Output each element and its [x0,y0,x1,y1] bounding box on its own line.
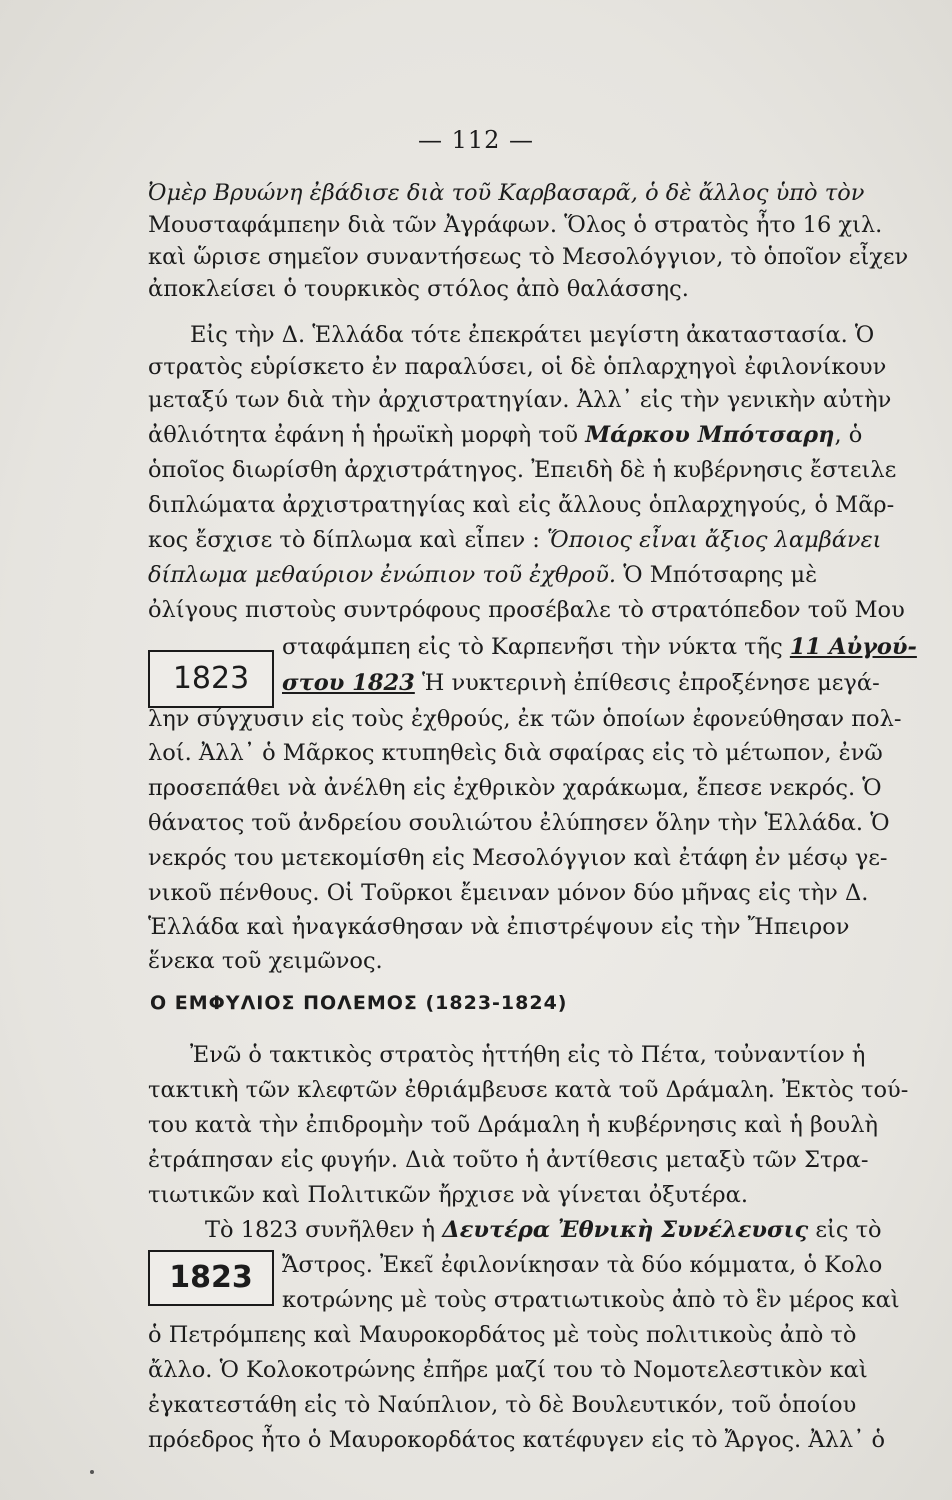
text-line: Εἰς τὴν Δ. Ἑλλάδα τότε ἐπεκράτει μεγίστη ἀκαταστασία. Ὁ [190,322,875,348]
text-span: κος ἔσχισε τὸ δίπλωμα καὶ εἶπεν : [148,527,540,553]
text-line: ἄλλο. Ὁ Κολοκοτρώνης ἐπῆρε μαζί του τὸ Νομοτελεστικὸν καὶ [148,1357,868,1383]
text-line: μεταξύ των διὰ τὴν ἀρχιστρατηγίαν. Ἀλλ᾽ εἰς τὴν γενικὴν αὐτὴν [148,387,892,413]
text-span: εἰς τὸ [815,1217,882,1243]
text-line: θάνατος τοῦ ἀνδρείου σουλιώτου ἐλύπησεν ὅλην τὴν Ἑλλάδα. Ὁ [148,810,890,836]
text-line: ὁποῖος διωρίσθη ἀρχιστράτηγος. Ἐπειδὴ δὲ ἡ κυβέρνησις ἔστειλε [148,457,897,483]
text-line [282,668,880,698]
text-span: Ἡ νυκτερινὴ ἐπίθεσις ἐπροξένησε μεγά- [421,670,880,696]
text-line: ἐγκατεστάθη εἰς τὸ Ναύπλιον, τὸ δὲ Βουλευτικόν, τοῦ ὁποίου [148,1392,857,1418]
text-line: νεκρός του μετεκομίσθη εἰς Μεσολόγγιον καὶ ἐτάφη ἐν μέσῳ γε- [148,845,888,871]
text-line: ἀποκλείσει ὁ τουρκικὸς στόλος ἀπὸ θαλάσσης. [148,276,689,302]
text-line [282,632,917,662]
text-line: στρατὸς εὑρίσκετο ἐν παραλύσει, οἱ δὲ ὁπλαρχηγοὶ ἐφιλονίκουν [148,354,887,380]
text-line: τακτικὴ τῶν κλεφτῶν ἐθριάμβευσε κατὰ τοῦ Δράμαλη. Ἐκτὸς τού- [148,1077,909,1103]
text-span: σταφάμπεη εἰς τὸ Καρπενῆσι τὴν νύκτα τῆς [282,634,783,660]
emphasis-name: Μάρκου Μπότσαρη [585,422,835,448]
text-line: διπλώματα ἀρχιστρατηγίας καὶ εἰς ἄλλους ὁπλαρχηγούς, ὁ Μᾶρ- [148,492,895,518]
margin-year-box: 1823 [148,650,274,708]
emphasis-assembly: Δευτέρα Ἐθνικὴ Συνέλευσις [442,1217,809,1243]
text-line: του κατὰ τὴν ἐπιδρομὴν τοῦ Δράμαλη ἡ κυβέρνησις καὶ ἡ βουλὴ [148,1112,878,1138]
text-line: λοί. Ἀλλ᾽ ὁ Μᾶρκος κτυπηθεὶς διὰ σφαίρας εἰς τὸ μέτωπον, ἐνῶ [148,740,883,766]
text-line: ἐτράπησαν εἰς φυγήν. Διὰ τοῦτο ἡ ἀντίθεσις μεταξὺ τῶν Στρα- [148,1147,869,1173]
text-line [148,178,864,208]
text-line [148,420,862,450]
emphasis-date: 11 Αὐγού- [789,634,917,660]
text-line: πρόεδρος ἦτο ὁ Μαυροκορδάτος κατέφυγεν εἰς τὸ Ἄργος. Ἀλλ᾽ ὁ [148,1427,886,1453]
text-line: λην σύγχυσιν εἰς τοὺς ἐχθρούς, ἐκ τῶν ὁποίων ἐφονεύθησαν πολ- [148,706,902,732]
text-line: ἕνεκα τοῦ χειμῶνος. [148,948,383,974]
text-line: Ἄστρος. Ἐκεῖ ἐφιλονίκησαν τὰ δύο κόμματα, ὁ Κολο [282,1252,883,1278]
text-line: ὀλίγους πιστοὺς συντρόφους προσέβαλε τὸ στρατόπεδον τοῦ Μου [148,597,905,623]
text-span: Ὀμὲρ Βρυώνη ἐβάδισε διὰ τοῦ Καρβασαρᾶ, ὁ δὲ ἄλλος ὑπὸ τὸν [148,180,865,206]
text-line: ὁ Πετρόμπεης καὶ Μαυροκορδάτος μὲ τοὺς πολιτικοὺς ἀπὸ τὸ [148,1322,857,1348]
text-span: , ὁ [834,422,863,448]
text-line: νικοῦ πένθους. Οἱ Τοῦρκοι ἔμειναν μόνον δύο μῆνας εἰς τὴν Δ. [148,880,869,906]
text-line [148,525,881,555]
text-line: Μουσταφάμπεην διὰ τῶν Ἀγράφων. Ὅλος ὁ στρατὸς ἦτο 16 χιλ. [148,212,883,238]
quote-span: Ὅποιος εἶναι ἄξιος λαμβάνει [547,527,882,553]
emphasis-date: στου 1823 [282,670,415,696]
quote-span: δίπλωμα μεθαύριον ἐνώπιον τοῦ ἐχθροῦ. [148,562,617,588]
text-line [148,560,817,590]
text-span: ἀθλιότητα ἐφάνη ἡ ἡρωϊκὴ μορφὴ τοῦ [148,422,579,448]
text-line: καὶ ὥρισε σημεῖον συναντήσεως τὸ Μεσολόγγιον, τὸ ὁποῖον εἶχεν [148,244,909,270]
margin-year-box: 1823 [148,1250,274,1306]
text-span: Ὁ Μπότσαρης μὲ [623,562,818,588]
section-heading: Ο ΕΜΦΥΛΙΟΣ ΠΟΛΕΜΟΣ (1823-1824) [150,992,568,1014]
text-span: Τὸ 1823 συνῆλθεν ἡ [205,1217,436,1243]
text-line: κοτρώνης μὲ τοὺς στρατιωτικοὺς ἀπὸ τὸ ἓν μέρος καὶ [282,1287,900,1313]
text-line: προσεπάθει νὰ ἀνέλθη εἰς ἐχθρικὸν χαράκωμα, ἔπεσε νεκρός. Ὁ [148,775,882,801]
text-line: Ἐνῶ ὁ τακτικὸς στρατὸς ἡττήθη εἰς τὸ Πέτα, τοὐναντίον ἡ [190,1042,866,1068]
text-line: τιωτικῶν καὶ Πολιτικῶν ἤρχισε νὰ γίνεται ὀξυτέρα. [148,1182,748,1208]
page-number: — 112 — [417,126,535,154]
speck-mark [90,1470,94,1474]
text-line [205,1215,882,1245]
text-line: Ἑλλάδα καὶ ἠναγκάσθησαν νὰ ἐπιστρέψουν εἰς τὴν Ἤπειρον [148,914,850,940]
